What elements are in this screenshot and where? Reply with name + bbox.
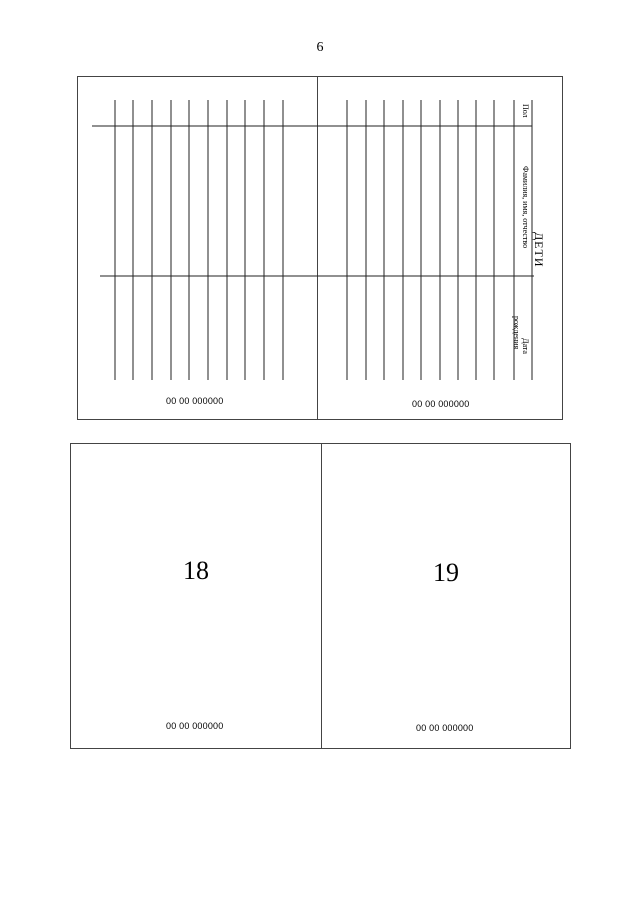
page-number-left: 18 (183, 556, 209, 585)
serial-number: 00 00 000000 (416, 723, 474, 733)
spread-divider (321, 444, 322, 748)
bottom-spread (70, 443, 571, 749)
column-header-sex: Пол (521, 104, 530, 118)
serial-number: 00 00 000000 (166, 721, 224, 731)
column-header-birth-date-line1: Дата (521, 338, 530, 354)
page-number: 6 (316, 40, 324, 55)
serial-number: 00 00 000000 (166, 396, 224, 406)
column-header-name: Фамилия, имя, отчество (521, 166, 530, 249)
table-title: ДЕТИ (532, 232, 546, 268)
column-header-birth-date-line2: рождения (512, 316, 521, 350)
page-number-right: 19 (433, 558, 459, 587)
serial-number: 00 00 000000 (412, 399, 470, 409)
